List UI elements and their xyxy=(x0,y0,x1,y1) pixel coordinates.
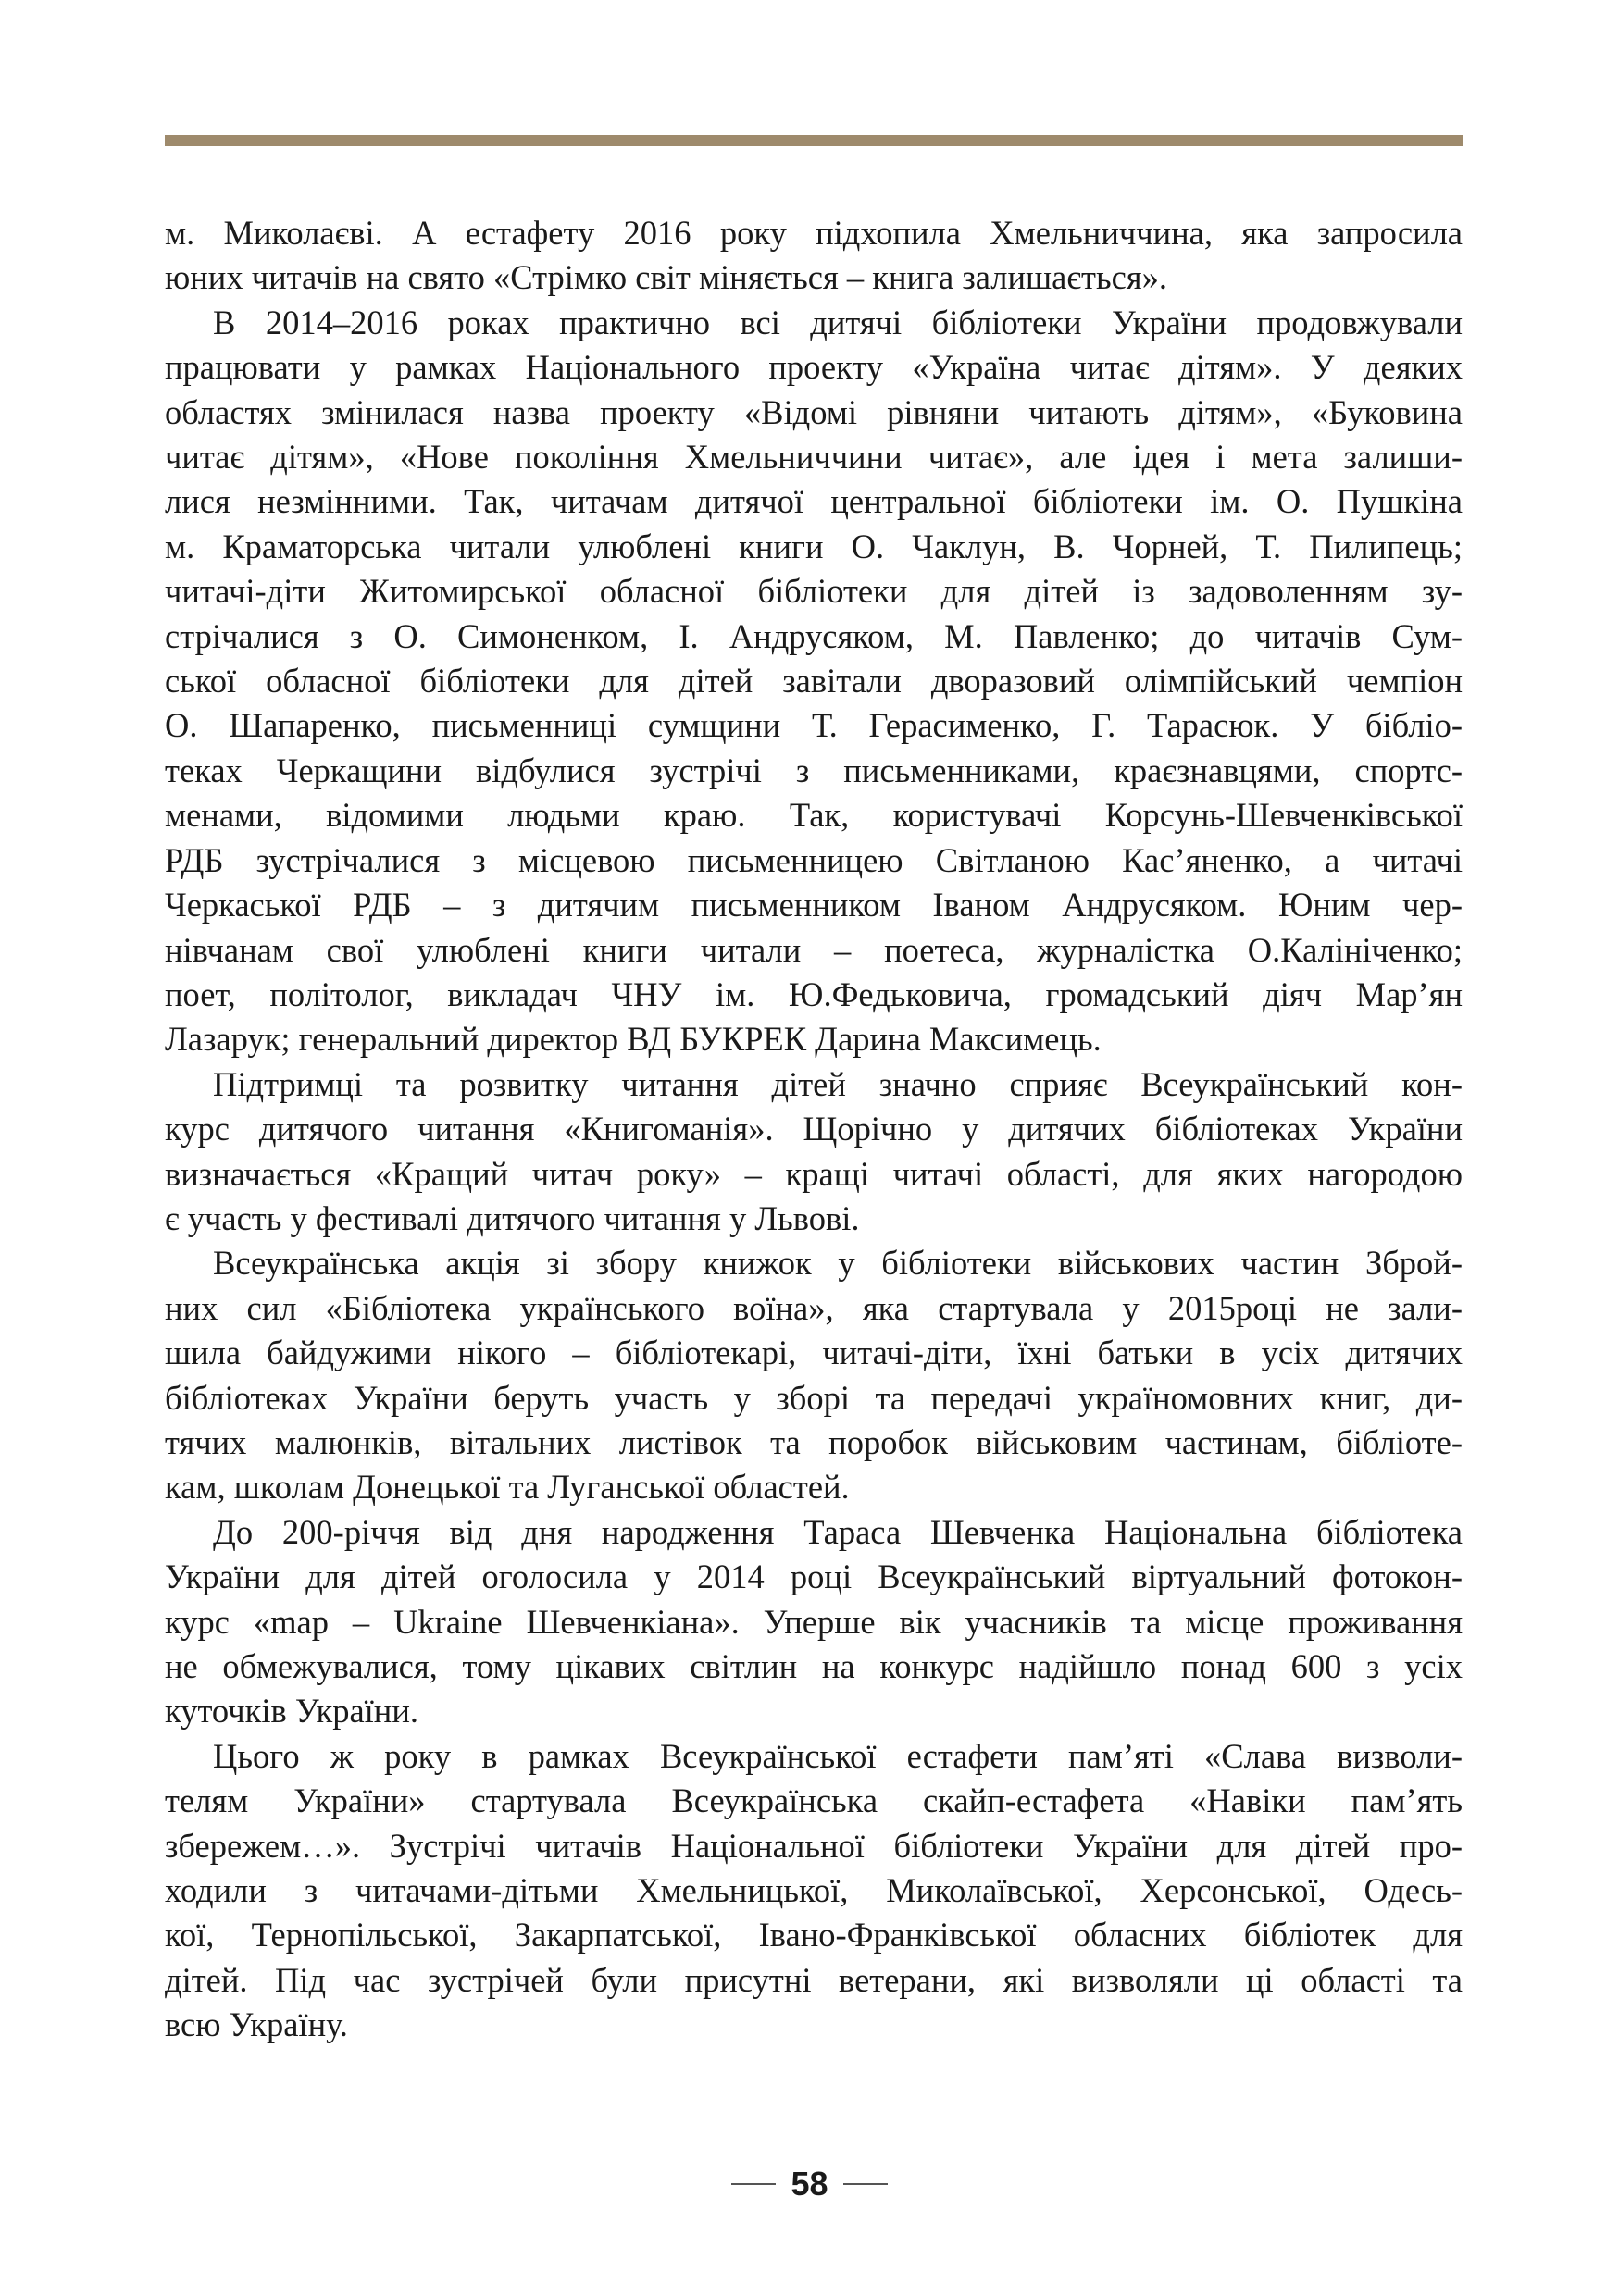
text-line: курс «map – Ukraine Шевченкіана». Уперше вік учасників та місце проживання xyxy=(165,1602,1463,1641)
text-line: працювати у рамках Національного проекту «Україна читає дітям». У деяких xyxy=(165,348,1463,387)
text-line: областях змінилася назва проекту «Відомі рівняни читають дітям», «Буковина xyxy=(165,392,1463,431)
text-line: Цього ж року в рамках Всеукраїнської естафети пам’яті «Слава визволи- xyxy=(213,1736,1463,1775)
text-line: нівчанам свої улюблені книги читали – поетеса, журналістка О.Калініченко; xyxy=(165,930,1463,969)
text-line: куточків України. xyxy=(165,1692,418,1731)
body-text xyxy=(165,211,1463,2048)
text-line: кої, Тернопільської, Закарпатської, Івано-Франківської обласних бібліотек для xyxy=(165,1916,1463,1955)
text-line: О. Шапаренко, письменниці сумщини Т. Герасименко, Г. Тарасюк. У бібліо- xyxy=(165,706,1463,745)
text-line: курс дитячого читання «Книгоманія». Щорічно у дитячих бібліотеках України xyxy=(165,1110,1463,1148)
text-line: поет, політолог, викладач ЧНУ ім. Ю.Федьковича, громадський діяч Мар’ян xyxy=(165,974,1463,1013)
paragraph-4 xyxy=(165,1241,1463,1509)
text-line: є участь у фестивалі дитячого читання у Львові. xyxy=(165,1198,860,1237)
text-line: Підтримці та розвитку читання дітей значно сприяє Всеукраїнський кон- xyxy=(213,1064,1463,1103)
text-line: м. Миколаєві. А естафету 2016 року підхопила Хмельниччина, яка запросила xyxy=(165,214,1463,252)
text-line: кам, школам Донецької та Луганської областей. xyxy=(165,1468,850,1507)
text-line: ходили з читачами-дітьми Хмельницької, Миколаївської, Херсонської, Одесь- xyxy=(165,1871,1463,1910)
paragraph-1 xyxy=(165,211,1463,301)
text-line: України для дітей оголосила у 2014 році Всеукраїнський віртуальний фотокон- xyxy=(165,1558,1463,1596)
text-line: Черкаської РДБ – з дитячим письменником Іваном Андрусяком. Юним чер- xyxy=(165,886,1463,925)
text-line: тячих малюнків, вітальних листівок та поробок військовим частинам, бібліоте- xyxy=(165,1422,1463,1461)
text-line: не обмежувалися, тому цікавих світлин на конкурс надійшло понад 600 з усіх xyxy=(165,1647,1463,1685)
text-line: шила байдужими нікого – бібліотекарі, читачі-діти, їхні батьки в усіх дитячих xyxy=(165,1334,1463,1372)
header-rule xyxy=(165,135,1463,146)
text-line: Всеукраїнська акція зі збору книжок у бібліотеки військових частин Зброй- xyxy=(213,1244,1463,1283)
text-line: телям України» стартувала Всеукраїнська скайп-естафета «Навіки пам’ять xyxy=(165,1781,1463,1820)
footer-dash-left xyxy=(731,2183,776,2185)
paragraph-6 xyxy=(165,1734,1463,2048)
text-line: лися незмінними. Так, читачам дитячої центральної бібліотеки ім. О. Пушкіна xyxy=(165,482,1463,521)
text-line: стрічалися з О. Симоненком, І. Андрусяком, М. Павленко; до читачів Сум- xyxy=(165,616,1463,655)
text-line: всю Україну. xyxy=(165,2005,348,2044)
text-line: читає дітям», «Нове покоління Хмельниччини читає», але ідея і мета залиши- xyxy=(165,438,1463,477)
text-line: менами, відомими людьми краю. Так, користувачі Корсунь-Шевченківської xyxy=(165,796,1463,835)
text-line: дітей. Під час зустрічей були присутні ветерани, які визволяли ці області та xyxy=(165,1960,1463,1999)
text-line: Лазарук; генеральний директор ВД БУКРЕК Дарина Максимець. xyxy=(165,1020,1102,1059)
page-footer xyxy=(0,2162,1619,2206)
text-line: збережем…». Зустрічі читачів Національної бібліотеки України для дітей про- xyxy=(165,1826,1463,1865)
text-line: До 200-річчя від дня народження Тараса Шевченка Національна бібліотека xyxy=(213,1512,1463,1551)
paragraph-2 xyxy=(165,301,1463,1062)
text-line: В 2014–2016 роках практично всі дитячі бібліотеки України продовжували xyxy=(213,303,1463,341)
paragraph-3 xyxy=(165,1062,1463,1242)
page-number: 58 xyxy=(791,2165,828,2203)
text-line: визначається «Кращий читач року» – кращі читачі області, для яких нагородою xyxy=(165,1154,1463,1193)
text-line: них сил «Бібліотека українського воїна», яка стартувала у 2015році не зали- xyxy=(165,1288,1463,1327)
text-line: РДБ зустрічалися з місцевою письменницею Світланою Кас’яненко, а читачі xyxy=(165,840,1463,879)
footer-dash-right xyxy=(843,2183,888,2185)
text-line: бібліотеках України беруть участь у зборі та передачі україномовних книг, ди- xyxy=(165,1378,1463,1417)
text-line: теках Черкащини відбулися зустрічі з письменниками, краєзнавцями, спортс- xyxy=(165,751,1463,789)
paragraph-5 xyxy=(165,1510,1463,1734)
text-line: м. Краматорська читали улюблені книги О. Чаклун, В. Чорней, Т. Пилипець; xyxy=(165,527,1463,565)
text-line: юних читачів на свято «Стрімко світ міняється – книга залишається». xyxy=(165,258,1167,297)
text-line: ської обласної бібліотеки для дітей завітали дворазовий олімпійський чемпіон xyxy=(165,662,1463,701)
text-line: читачі-діти Житомирської обласної бібліотеки для дітей із задоволенням зу- xyxy=(165,572,1463,611)
